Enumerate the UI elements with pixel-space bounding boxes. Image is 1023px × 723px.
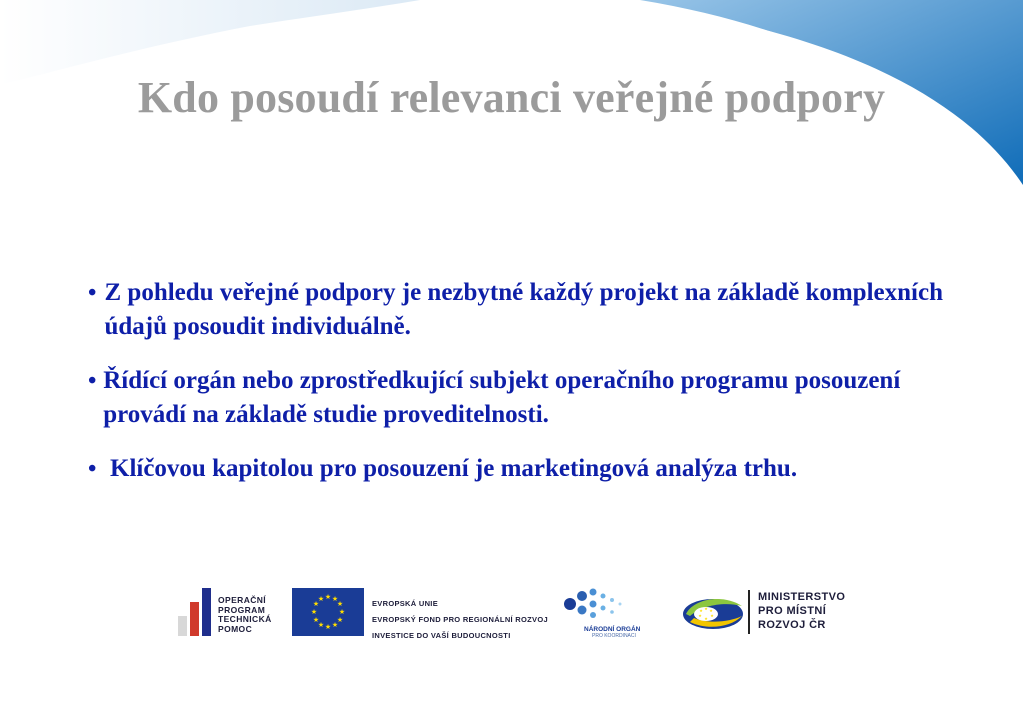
svg-text:★: ★ — [312, 616, 320, 624]
svg-text:★: ★ — [317, 621, 325, 629]
bullet-text: Řídící orgán nebo zprostředkující subjekt operačního programu posouzení provádí na základě studie proveditelnosti. — [103, 367, 901, 428]
optp-bar-icon — [202, 588, 211, 636]
svg-text:★: ★ — [704, 606, 708, 611]
bullet-text: Z pohledu veřejné podpory je nezbytné každý projekt na základě komplexních údajů posoudit individuálně. — [104, 279, 943, 340]
optp-bar-icon — [190, 602, 199, 636]
mmr-emblem-icon — [680, 592, 746, 632]
bullet-item — [88, 364, 968, 432]
svg-text:★: ★ — [336, 600, 344, 608]
svg-text:★: ★ — [699, 608, 703, 613]
svg-text:★: ★ — [310, 608, 318, 616]
svg-text:★: ★ — [698, 613, 702, 618]
svg-text:★: ★ — [331, 595, 339, 603]
svg-text:★: ★ — [709, 608, 713, 613]
svg-text:★: ★ — [338, 608, 346, 616]
bullet-glyph: • — [88, 456, 97, 482]
eu-text: EVROPSKÁ UNIE EVROPSKÝ FOND PRO REGIONÁLNÍ ROZVOJ INVESTICE DO VAŠÍ BUDOUCNOSTI — [372, 599, 548, 640]
narodni-organ-sub: PRO KOORDINACI — [592, 633, 636, 639]
bullet-text: Klíčovou kapitolou pro posouzení je marketingová analýza trhu. — [110, 455, 798, 482]
bullet-item — [88, 452, 968, 486]
narodni-organ-logo — [562, 584, 652, 640]
svg-text:★: ★ — [312, 600, 320, 608]
svg-text:★: ★ — [704, 616, 708, 621]
slide-title: Kdo posoudí relevanci veřejné podpory — [137, 73, 886, 122]
eu-flag-icon — [292, 588, 364, 636]
bullet-glyph: • — [88, 280, 97, 306]
mmr-text: MINISTERSTVO PRO MÍSTNÍ ROZVOJ ČR — [758, 591, 846, 631]
svg-text:★: ★ — [317, 595, 325, 603]
optp-logo — [178, 588, 278, 636]
svg-text:★: ★ — [324, 623, 332, 631]
svg-text:★: ★ — [710, 613, 714, 618]
svg-text:★: ★ — [331, 621, 339, 629]
optp-text: OPERAČNÍ PROGRAM TECHNICKÁ POMOC — [218, 595, 272, 634]
svg-text:★: ★ — [324, 593, 332, 601]
svg-text:★: ★ — [336, 616, 344, 624]
bullet-list — [88, 276, 968, 506]
bullet-item — [88, 276, 968, 344]
narodni-organ-label: NÁRODNÍ ORGÁN — [584, 626, 641, 633]
optp-bar-icon — [178, 616, 187, 636]
bullet-glyph: • — [88, 368, 97, 394]
footer-logos — [0, 580, 1023, 650]
mmr-divider — [748, 590, 750, 634]
dots-icon — [562, 584, 652, 626]
